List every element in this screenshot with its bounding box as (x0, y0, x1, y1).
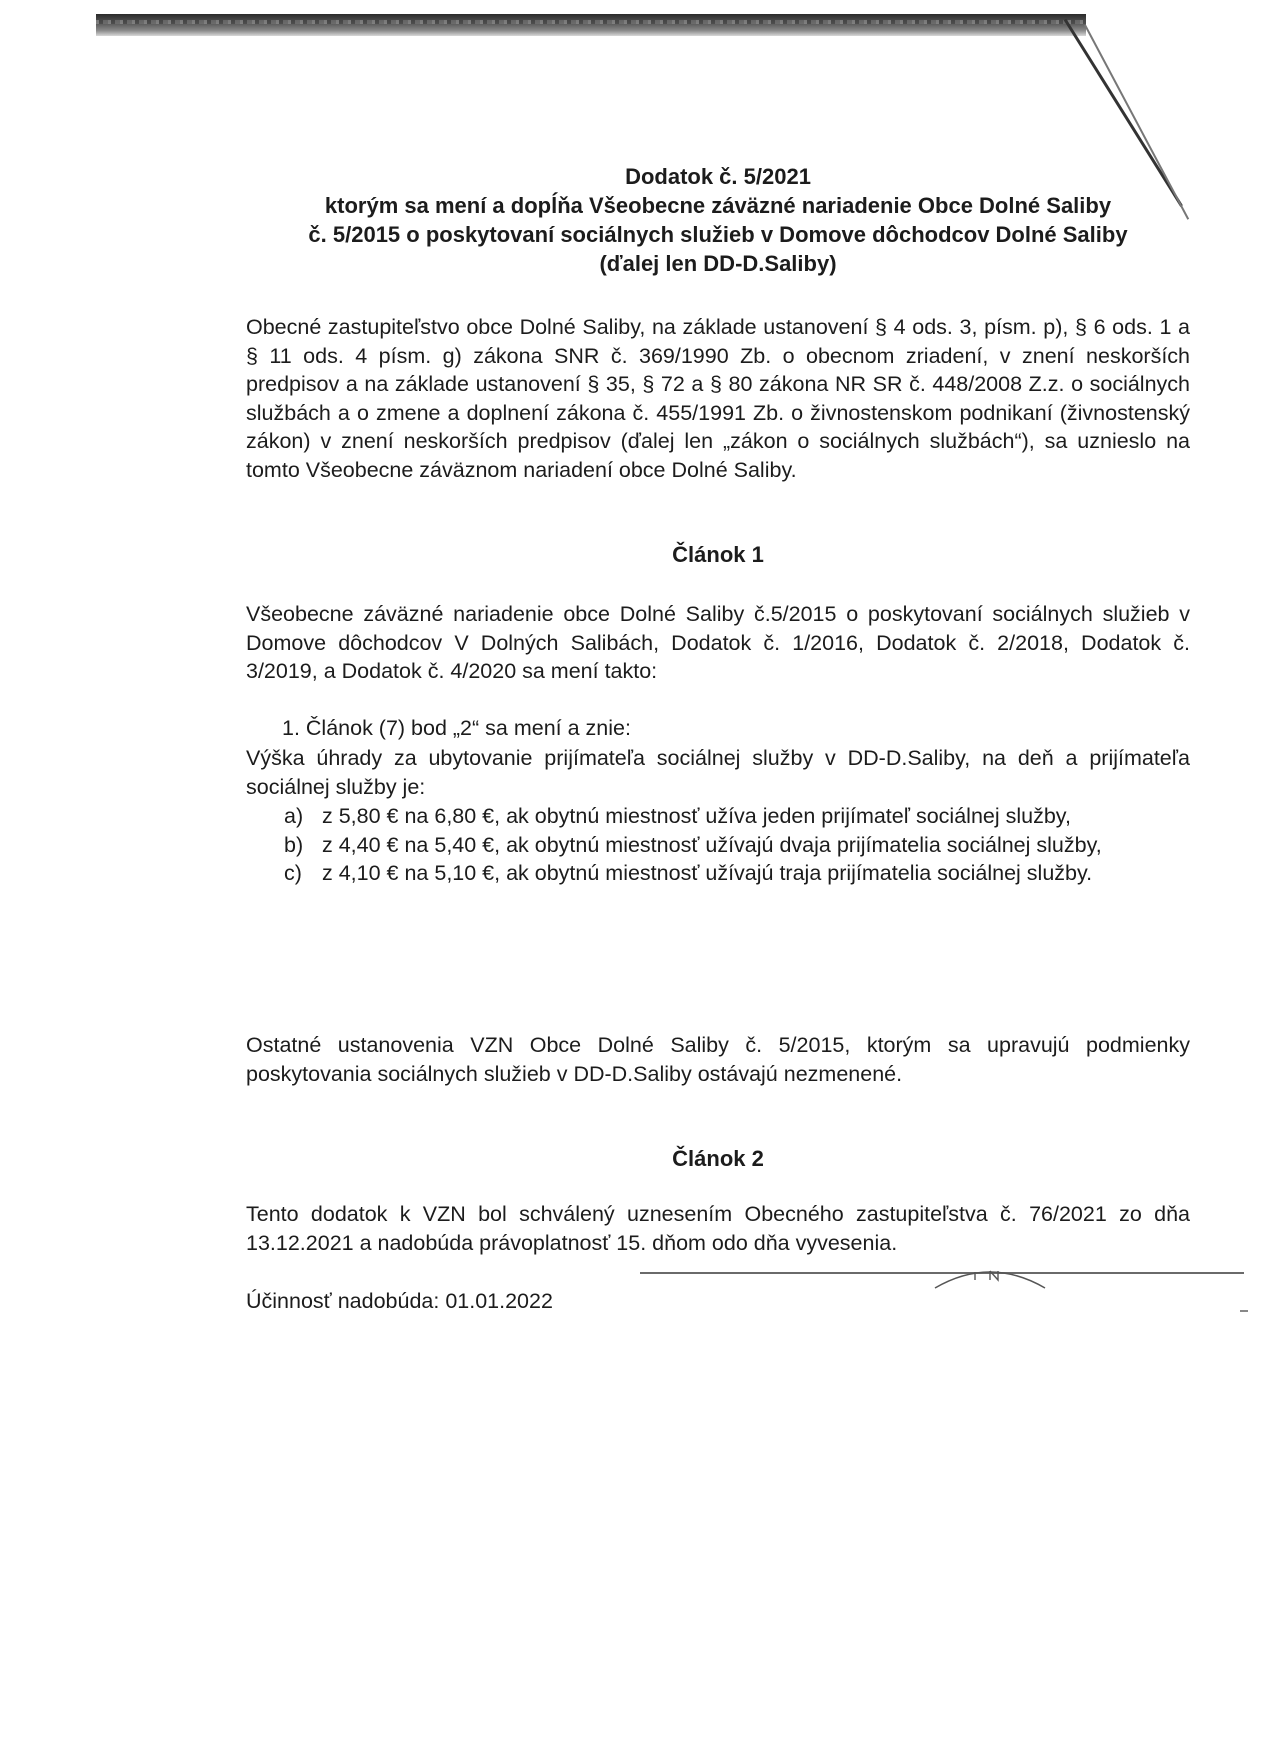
document-header (246, 162, 1190, 278)
margin-mark (1240, 1310, 1248, 1312)
scan-top-edge (96, 14, 1086, 36)
fee-change-list (284, 802, 1190, 888)
article-1-title: Článok 1 (672, 542, 764, 567)
list-item-marker: c) (284, 861, 302, 885)
effective-date: Účinnosť nadobúda: 01.01.2022 (246, 1289, 553, 1313)
document-title: Dodatok č. 5/2021 (625, 164, 811, 189)
list-item-marker: b) (284, 832, 304, 857)
list-item (284, 802, 1190, 831)
document-subtitle-line2: č. 5/2015 o poskytovaní sociálnych služieb v Domove dôchodcov Dolné Saliby (308, 222, 1128, 247)
list-item-text: z 4,10 € na 5,10 €, ak obytnú miestnosť užívajú traja prijímatelia sociálnej služby. (322, 861, 1093, 885)
list-item-text: z 4,40 € na 5,40 €, ak obytnú miestnosť užívajú dvaja prijímatelia sociálnej služby, (322, 832, 1102, 857)
list-item-text: z 5,80 € na 6,80 €, ak obytnú miestnosť užíva jeden prijímateľ sociálnej služby, (322, 804, 1071, 828)
article-1-point-1: 1. Článok (7) bod „2“ sa mení a znie: (282, 716, 631, 740)
intro-paragraph: Obecné zastupiteľstvo obce Dolné Saliby, na základe ustanovení § 4 ods. 3, písm. p), § 6 ods. 1 a § 11 ods. 4 písm. g) zákona SNR č. 369/1990 Zb. o obecnom zriadení, v znení neskorších predpisov a na základe ustanovení § 35, § 72 a § 80 zákona NR SR č. 448/2008 Z.z. o sociálnych službách a o zmene a doplnení zákona č. 455/1991 Zb. o živnostenskom podnikaní (živnostenský zákon) v znení neskorších predpisov (ďalej len „zákon o sociálnych službách“), sa uznieslo na tomto Všeobecne záväznom nariadení obce Dolné Saliby. (246, 315, 1190, 482)
article-2-title: Článok 2 (672, 1146, 764, 1171)
list-item-marker: a) (284, 804, 304, 828)
document-subtitle-line1: ktorým sa mení a dopĺňa Všeobecne záväzné nariadenie Obce Dolné Saliby (324, 193, 1112, 218)
list-item (284, 859, 1190, 888)
document-subtitle-line3: (ďalej len DD-D.Saliby) (599, 251, 837, 276)
article-2-text: Tento dodatok k VZN bol schválený uznesením Obecného zastupiteľstva č. 76/2021 zo dňa 13.12.2021 a nadobúda právoplatnosť 15. dňom odo dňa vyvesenia. (246, 1202, 1190, 1255)
fee-change-text: Výška úhrady za ubytovanie prijímateľa sociálnej služby v DD-D.Saliby, na deň a prijímateľa sociálnej služby je: (246, 746, 1190, 799)
article-1-text: Všeobecne záväzné nariadenie obce Dolné Saliby č.5/2015 o poskytovaní sociálnych služieb v Domove dôchodcov V Dolných Salibách, Dodatok č. 1/2016, Dodatok č. 2/2018, Dodatok č. 3/2019, a Dodatok č. 4/2020 sa mení takto: (246, 602, 1190, 683)
list-item (284, 831, 1190, 860)
stamp-fragment-icon (930, 1258, 1050, 1298)
other-provisions-paragraph: Ostatné ustanovenia VZN Obce Dolné Saliby č. 5/2015, ktorým sa upravujú podmienky poskytovania sociálnych služieb v DD-D.Saliby ostávajú nezmenené. (246, 1033, 1190, 1086)
